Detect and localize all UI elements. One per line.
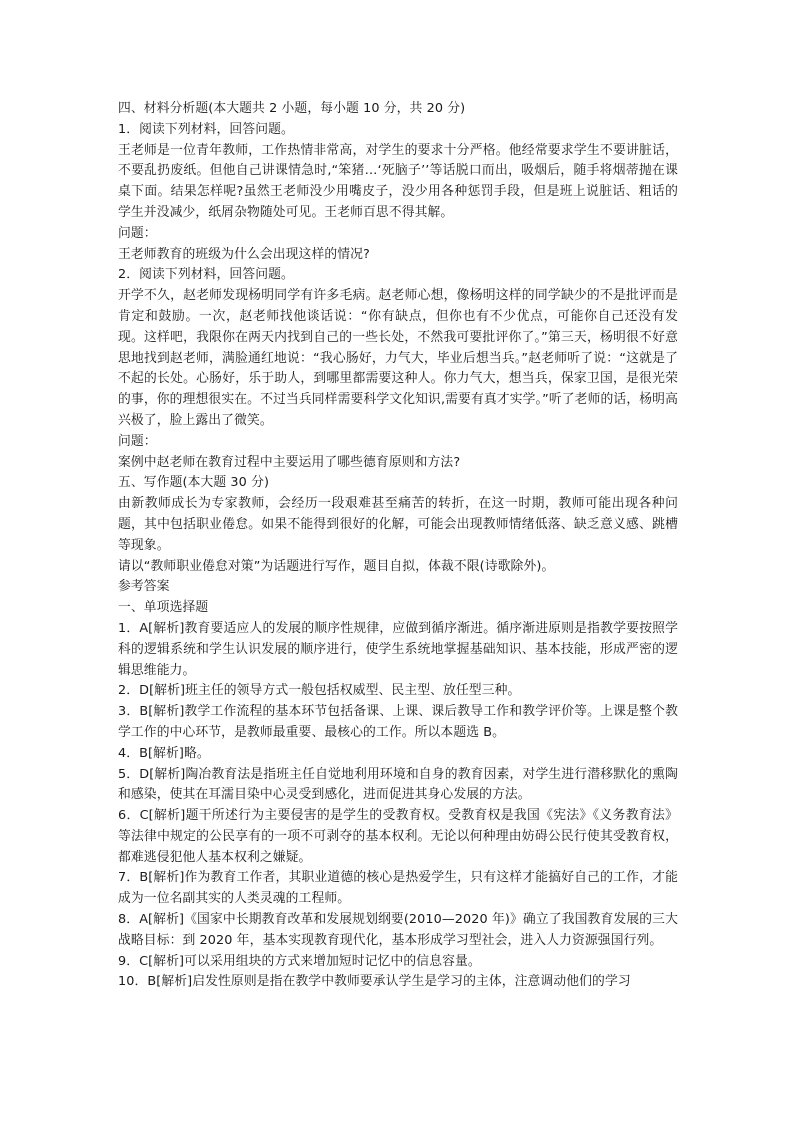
answers-section-single-choice: 一、单项选择题 <box>118 600 209 616</box>
question-1-label: 问题： <box>118 225 157 241</box>
document-page <box>118 99 678 993</box>
writing-prompt: 请以“教师职业倦怠对策”为话题进行写作，题目自拟，体裁不限(诗歌除外)。 <box>118 558 555 574</box>
question-2-label: 问题： <box>118 433 157 449</box>
answer-item-9: 9．C[解析]可以采用组块的方式来增加短时记忆中的信息容量。 <box>118 953 481 969</box>
question-1-text: 王老师教育的班级为什么会出现这样的情况? <box>118 246 370 262</box>
answer-item-3: 3．B[解析]教学工作流程的基本环节包括备课、上课、课后教导工作和教学评价等。上课是整个教学工作的中心环节，是教师最重要、最核心的工作。所以本题选 B。 <box>118 704 678 740</box>
answer-item-10: 10．B[解析]启发性原则是指在教学中教师要承认学生是学习的主体，注意调动他们的学习 <box>118 974 631 990</box>
answer-item-6: 6．C[解析]题干所述行为主要侵害的是学生的受教育权。受教育权是我国《宪法》《义务教育法》等法律中规定的公民享有的一项不可剥夺的基本权利。无论以何种理由妨碍公民行使其受教育权，都难逃侵犯他人基本权利之嫌疑。 <box>118 808 678 865</box>
answer-item-5: 5．D[解析]陶冶教育法是指班主任自觉地利用环境和自身的教育因素，对学生进行潜移默化的熏陶和感染，使其在耳濡目染中心灵受到感化，进而促进其身心发展的方法。 <box>118 766 678 803</box>
section-heading-writing: 五、写作题(本大题 30 分) <box>118 475 270 491</box>
question-1-material: 王老师是一位青年教师，工作热情非常高，对学生的要求十分严格。他经常要求学生不要讲脏话，不要乱扔废纸。但他自己讲课情急时,“笨猪…‘死脑子’’等话脱口而出，吸烟后，随手将烟蒂抛在课桌下面。结果怎样呢?虽然王老师没少用嘴皮子，没少用各种惩罚手段，但是班上说脏话、粗话的学生并没减少，纸屑杂物随处可见。王老师百思不得其解。 <box>118 142 678 220</box>
answers-heading: 参考答案 <box>118 579 170 595</box>
section-heading-material-analysis: 四、材料分析题(本大题共 2 小题，每小题 10 分，共 20 分) <box>118 101 466 116</box>
answer-item-4: 4．B[解析]略。 <box>118 745 210 761</box>
question-2-instruction: 2．阅读下列材料，回答问题。 <box>118 267 294 283</box>
answer-item-2: 2．D[解析]班主任的领导方式一般包括权威型、民主型、放任型三种。 <box>118 683 521 699</box>
answer-item-1: 1．A[解析]教育要适应人的发展的顺序性规律，应做到循序渐进。循序渐进原则是指教学要按照学科的逻辑系统和学生认识发展的顺序进行，使学生系统地掌握基础知识、基本技能，形成严密的逻辑思维能力。 <box>118 620 678 678</box>
answer-item-7: 7．B[解析]作为教育工作者，其职业道德的核心是热爱学生，只有这样才能搞好自己的工作，才能成为一位名副其实的人类灵魂的工程师。 <box>118 870 678 907</box>
question-2-material: 开学不久，赵老师发现杨明同学有许多毛病。赵老师心想，像杨明这样的同学缺少的不是批评而是肯定和鼓励。一次，赵老师找他谈话说：“你有缺点，但你也有不少优点，可能你自己还没有发现。这样吧，我限你在两天内找到自己的一些长处，不然我可要批评你了。”第三天，杨明很不好意思地找到赵老师，满脸通红地说：“我心肠好，力气大，毕业后想当兵。”赵老师听了说：“这就是了不起的长处。心肠好，乐于助人，到哪里都需要这种人。你力气大，想当兵，保家卫国，是很光荣的事，你的理想很实在。不过当兵同样需要科学文化知识,需要有真才实学。”听了老师的话，杨明高兴极了，脸上露出了微笑。 <box>118 288 678 428</box>
answer-item-8: 8．A[解析]《国家中长期教育改革和发展规划纲要(2010—2020 年)》确立了我国教育发展的三大战略目标：到 2020 年，基本实现教育现代化，基本形成学习型社会，进入人力资源强国行列。 <box>118 912 678 948</box>
question-1-instruction: 1．阅读下列材料，回答问题。 <box>118 121 294 137</box>
question-2-text: 案例中赵老师在教育过程中主要运用了哪些德育原则和方法? <box>118 454 461 470</box>
writing-material: 由新教师成长为专家教师，会经历一段艰难甚至痛苦的转折，在这一时期，教师可能出现各种问题，其中包括职业倦怠。如果不能得到很好的化解，可能会出现教师情绪低落、缺乏意义感、跳槽等现象。 <box>118 496 678 553</box>
